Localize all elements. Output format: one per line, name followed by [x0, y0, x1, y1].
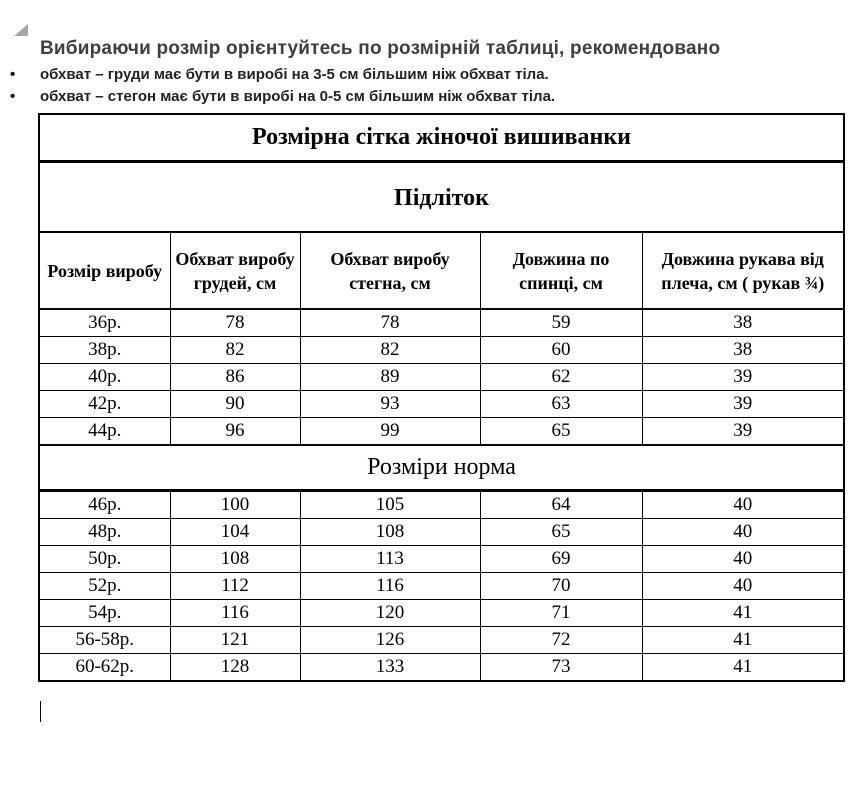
value-cell: 105	[300, 490, 480, 518]
value-cell: 116	[170, 599, 300, 626]
intro-bullet-list	[0, 64, 862, 108]
value-cell: 93	[300, 391, 480, 418]
size-label-cell: 44р.	[39, 418, 170, 446]
table-row	[39, 309, 844, 337]
table-row	[39, 364, 844, 391]
section-label-pidlitok: Підліток	[39, 161, 844, 232]
size-label-cell: 48р.	[39, 518, 170, 545]
value-cell: 40	[642, 490, 844, 518]
size-label-cell: 50р.	[39, 545, 170, 572]
value-cell: 133	[300, 653, 480, 681]
value-cell: 121	[170, 626, 300, 653]
column-header-2: Обхват виробу стегна, см	[300, 232, 480, 309]
size-label-cell: 40р.	[39, 364, 170, 391]
value-cell: 99	[300, 418, 480, 446]
value-cell: 108	[170, 545, 300, 572]
value-cell: 69	[480, 545, 642, 572]
value-cell: 40	[642, 572, 844, 599]
size-label-cell: 36р.	[39, 309, 170, 337]
intro-bullet-chest: • обхват – груди має бути в виробі на 3-5 см більшим ніж обхват тіла.	[40, 64, 862, 86]
value-cell: 82	[170, 337, 300, 364]
value-cell: 38	[642, 337, 844, 364]
table-row	[39, 490, 844, 518]
size-label-cell: 54р.	[39, 599, 170, 626]
intro-heading: Вибираючи розмір орієнтуйтесь по розмірній таблиці, рекомендовано	[40, 38, 721, 59]
value-cell: 96	[170, 418, 300, 446]
value-cell: 64	[480, 490, 642, 518]
value-cell: 112	[170, 572, 300, 599]
value-cell: 108	[300, 518, 480, 545]
size-label-cell: 52р.	[39, 572, 170, 599]
value-cell: 40	[642, 545, 844, 572]
value-cell: 116	[300, 572, 480, 599]
table-row	[39, 545, 844, 572]
value-cell: 65	[480, 518, 642, 545]
section-label-norma: Розміри норма	[39, 445, 844, 490]
column-header-3: Довжина по спинці, см	[480, 232, 642, 309]
value-cell: 100	[170, 490, 300, 518]
value-cell: 113	[300, 545, 480, 572]
intro-bullet-hips: • обхват – стегон має бути в виробі на 0-5 см більшим ніж обхват тіла.	[40, 86, 862, 108]
value-cell: 62	[480, 364, 642, 391]
value-cell: 72	[480, 626, 642, 653]
size-label-cell: 42р.	[39, 391, 170, 418]
value-cell: 104	[170, 518, 300, 545]
value-cell: 41	[642, 626, 844, 653]
value-cell: 40	[642, 518, 844, 545]
resize-handle-icon	[14, 24, 28, 36]
table-row	[39, 337, 844, 364]
value-cell: 59	[480, 309, 642, 337]
value-cell: 86	[170, 364, 300, 391]
table-row	[39, 391, 844, 418]
column-header-1: Обхват виробу грудей, см	[170, 232, 300, 309]
value-cell: 60	[480, 337, 642, 364]
value-cell: 78	[300, 309, 480, 337]
table-row	[39, 626, 844, 653]
table-title: Розмірна сітка жіночої вишиванки	[39, 114, 844, 161]
table-row	[39, 418, 844, 446]
value-cell: 39	[642, 418, 844, 446]
value-cell: 120	[300, 599, 480, 626]
size-label-cell: 46р.	[39, 490, 170, 518]
value-cell: 39	[642, 391, 844, 418]
table-row	[39, 572, 844, 599]
value-cell: 89	[300, 364, 480, 391]
value-cell: 73	[480, 653, 642, 681]
intro-block	[0, 36, 862, 108]
value-cell: 128	[170, 653, 300, 681]
size-label-cell: 60-62р.	[39, 653, 170, 681]
value-cell: 63	[480, 391, 642, 418]
table-row	[39, 653, 844, 681]
value-cell: 41	[642, 653, 844, 681]
column-header-4: Довжина рукава від плеча, см ( рукав ¾)	[642, 232, 844, 309]
value-cell: 82	[300, 337, 480, 364]
size-label-cell: 56-58р.	[39, 626, 170, 653]
value-cell: 126	[300, 626, 480, 653]
column-header-0: Розмір виробу	[39, 232, 170, 309]
value-cell: 78	[170, 309, 300, 337]
value-cell: 39	[642, 364, 844, 391]
value-cell: 70	[480, 572, 642, 599]
text-cursor	[40, 701, 41, 722]
size-label-cell: 38р.	[39, 337, 170, 364]
size-chart-table	[38, 113, 845, 682]
value-cell: 65	[480, 418, 642, 446]
value-cell: 71	[480, 599, 642, 626]
value-cell: 41	[642, 599, 844, 626]
table-row	[39, 518, 844, 545]
value-cell: 38	[642, 309, 844, 337]
table-row	[39, 599, 844, 626]
value-cell: 90	[170, 391, 300, 418]
